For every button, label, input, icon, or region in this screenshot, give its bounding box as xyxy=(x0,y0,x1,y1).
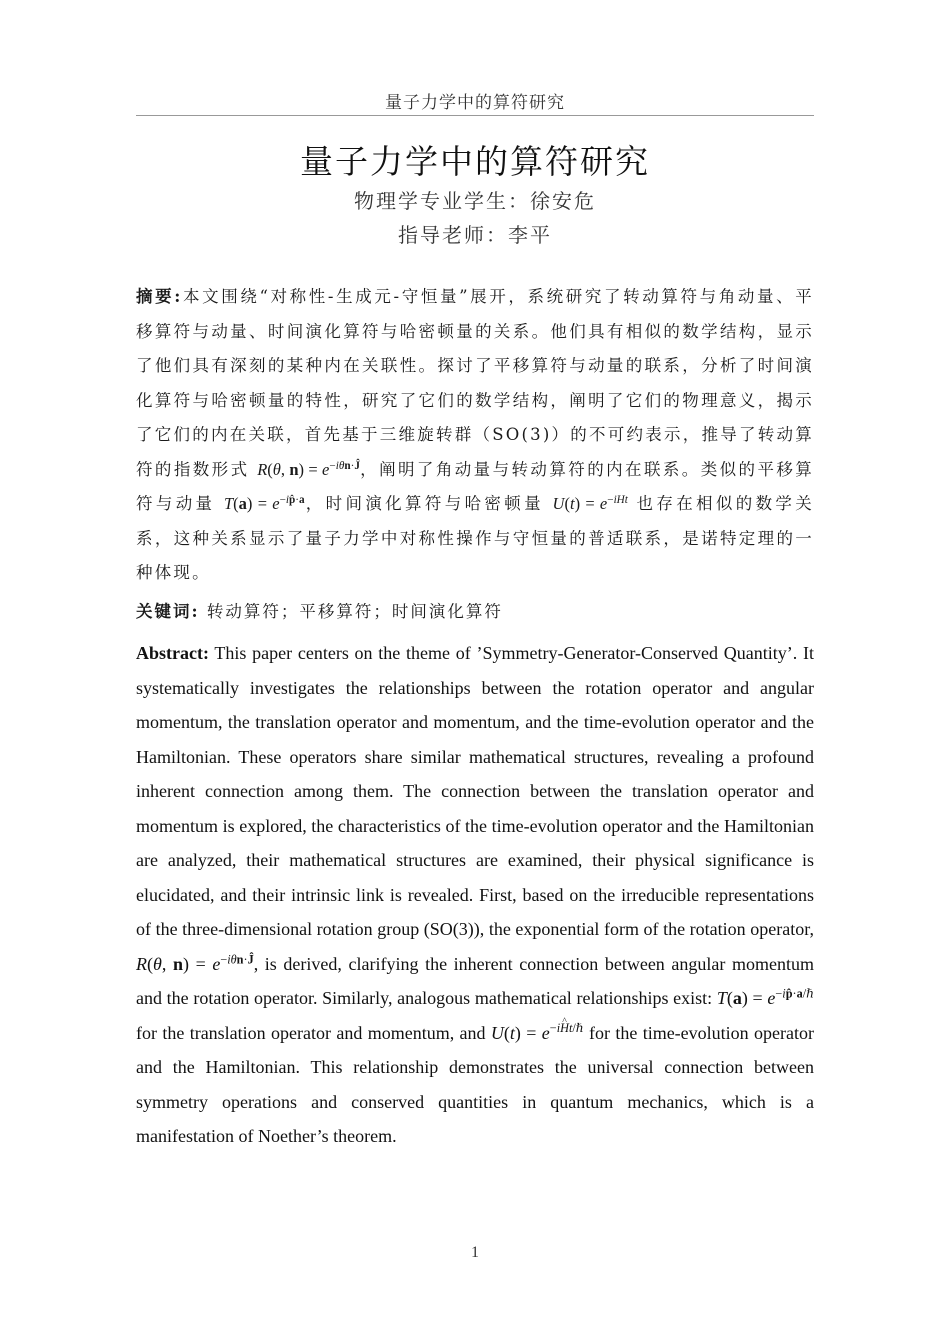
chinese-abstract-text-4: 也存在相似的数学关系，这种关系显示了量子力学中对称性操作与守恒量的普适联系，是诺特定理的一种体现。 xyxy=(136,494,814,582)
english-abstract-text-1: This paper centers on the theme of ’Symmetry-Generator-Conserved Quantity’. It systematically investigates the relationships between the rotation operator and angular momentum, the translation operator and momentum, and the time-evolution operator and the Hamiltonian. These operators share similar mathematical structures, revealing a profound inherent connection among them. The connection between the translation operator and momentum is explored, the characteristics of the time-evolution operator and the Hamiltonian are analyzed, their mathematical structures are examined, their physical significance is elucidated, and their intrinsic link is revealed. First, based on the irreducible representations of the three-dimensional rotation group (SO(3)), the exponential form of the rotation operator, xyxy=(136,643,814,939)
time-evolution-formula-en: $U(t) = e^{-iHt/\hbar}$ xyxy=(490,1020,584,1043)
rotation-operator-formula-zh: R(θ, $n) = e^{-i\theta n\cdot Ĵ}$ xyxy=(257,459,360,479)
chinese-abstract xyxy=(136,280,814,591)
paper-title: 量子力学中的算符研究 xyxy=(300,142,650,181)
chinese-keywords xyxy=(136,595,814,629)
chinese-abstract-text-1: 本文围绕“对称性-生成元-守恒量”展开，系统研究了转动算符与角动量、平移算符与动量、时间演化算符与哈密顿量的关系。他们具有相似的数学结构，显示了他们具有深刻的某种内在关联性。探讨了平移算符与动量的联系，分析了时间演化算符与哈密顿量的特性，研究了它们的数学结构，阐明了它们的物理意义，揭示了它们的内在关联，首先基于三维旋转群（SO(3)）的不可约表示，推导了转动算符的指数形式 xyxy=(136,287,814,479)
chinese-abstract-text-3: ，时间演化算符与哈密顿量 xyxy=(304,494,553,513)
english-abstract-label: Abstract: xyxy=(136,643,209,663)
header-rule xyxy=(136,115,814,116)
rotation-operator-formula-en: R(θ, $n) = e^{-i\theta n\cdot Ĵ}$ xyxy=(136,951,254,974)
keywords-text: 转动算符；平移算符；时间演化算符 xyxy=(206,602,503,621)
translation-operator-formula-zh: $T(a) = e^{-ip̂\cdot a}$ xyxy=(223,493,305,513)
english-abstract-text-3: for the translation operator and momentum, and xyxy=(136,1022,491,1043)
running-header: 量子力学中的算符研究 xyxy=(385,93,565,113)
page-number: 1 xyxy=(471,1244,479,1261)
translation-operator-formula-en: $T(a) = e^{-ip̂\cdot a/\hbar}$ xyxy=(716,986,814,1008)
chinese-abstract-label: 摘要: xyxy=(136,287,183,306)
time-evolution-formula-zh: $U(t) = e^{-iHt}$ xyxy=(552,493,628,513)
keywords-label: 关键词: xyxy=(136,602,200,621)
student-author: 物理学专业学生：徐安危 xyxy=(354,189,596,213)
advisor-author: 指导老师：李平 xyxy=(398,223,552,247)
english-abstract-text-4: for the time-evolution operator and the Hamiltonian. This relationship demonstrates the universal connection between symmetry operations and conserved quantities in quantum mechanics, which is a manifestation of Noether’s theorem. xyxy=(136,1022,814,1146)
english-abstract-text-2: , is derived, clarifying the inherent connection between angular momentum and the rotation operator. Similarly, analogous mathematical relationships exist: xyxy=(136,953,814,1008)
chinese-abstract-text-2: ，阐明了角动量与转动算符的内在联系。类似的平移算符与动量 xyxy=(136,459,814,513)
english-abstract xyxy=(136,636,814,1154)
